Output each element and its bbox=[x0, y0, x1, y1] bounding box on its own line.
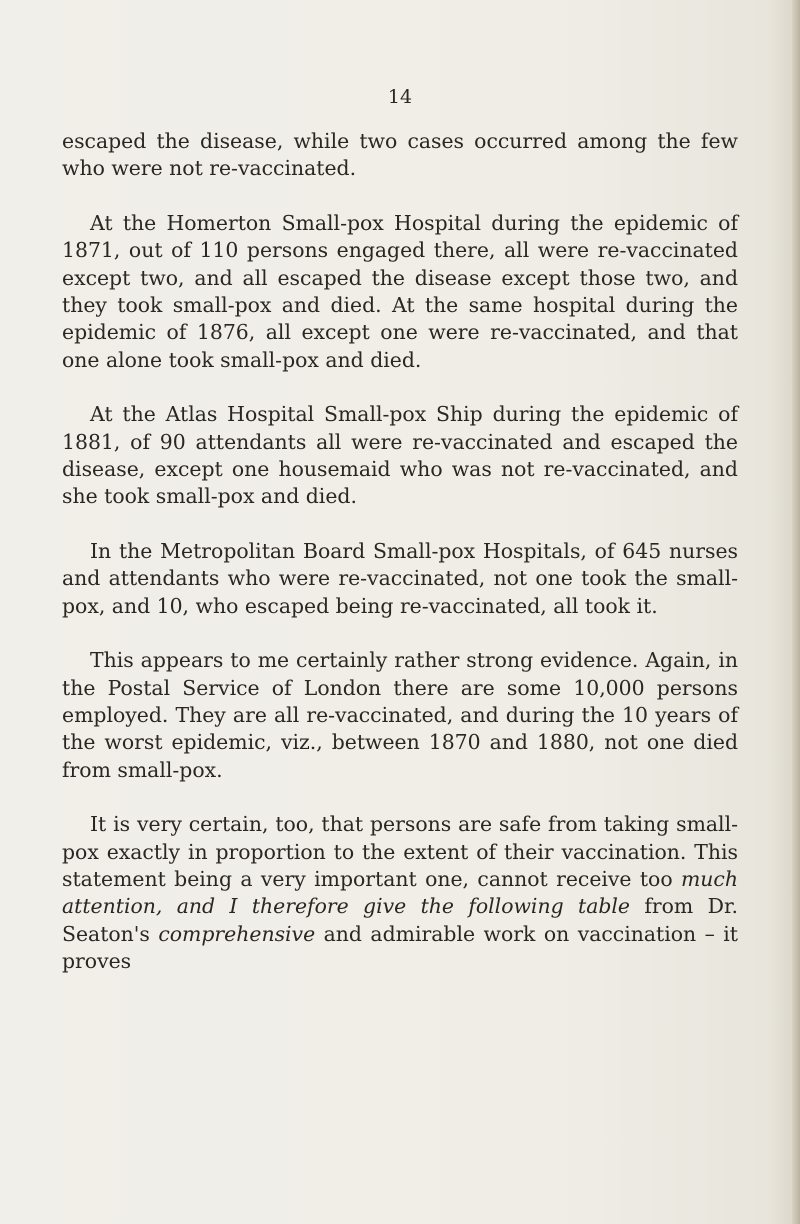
paragraph-6 bbox=[62, 811, 738, 975]
page-edge-shadow bbox=[792, 0, 800, 1224]
paragraph-6-italic-b: comprehensive bbox=[158, 921, 316, 946]
paragraph-6-italic-a: much attention, and I therefore give the following table bbox=[62, 866, 738, 919]
paragraph-2: At the Homerton Small-pox Hospital during the epidemic of 1871, out of 110 persons engaged there, all were re-vaccinated except two, and all escaped the disease except those two, and they took small-pox and died. At the same hospital during the epidemic of 1876, all except one were re-vaccinated, and that one alone took small-pox and died. bbox=[62, 210, 738, 372]
page-number: 14 bbox=[387, 86, 413, 108]
paragraph-1: escaped the disease, while two cases occurred among the few who were not re-vaccinated. bbox=[62, 129, 738, 181]
paragraph-4: In the Metropolitan Board Small-pox Hospitals, of 645 nurses and attendants who were re-vaccinated, not one took the small-pox, and 10, who escaped being re-vaccinated, all took it. bbox=[62, 538, 738, 618]
paragraph-5: This appears to me certainly rather strong evidence. Again, in the Postal Service of London there are some 10,000 persons employed. They are all re-vaccinated, and during the 10 years of the worst epidemic, viz., between 1870 and 1880, not one died from small-pox. bbox=[62, 648, 738, 782]
body-text bbox=[62, 128, 738, 976]
paragraph-6-text-c: and admirable work on vaccination – it proves bbox=[62, 921, 738, 974]
paragraph-6-text-a: It is very certain, too, that persons are safe from taking small-pox exactly in proportion to the extent of their vaccination. This statement being a very important one, cannot receive too bbox=[62, 812, 738, 891]
paragraph-6-text-b: from Dr. Seaton's bbox=[62, 894, 738, 946]
paragraph-3: At the Atlas Hospital Small-pox Ship during the epidemic of 1881, of 90 attendants all were re-vaccinated and escaped the disease, except one housemaid who was not re-vaccinated, and she took small-pox and died. bbox=[62, 402, 738, 509]
